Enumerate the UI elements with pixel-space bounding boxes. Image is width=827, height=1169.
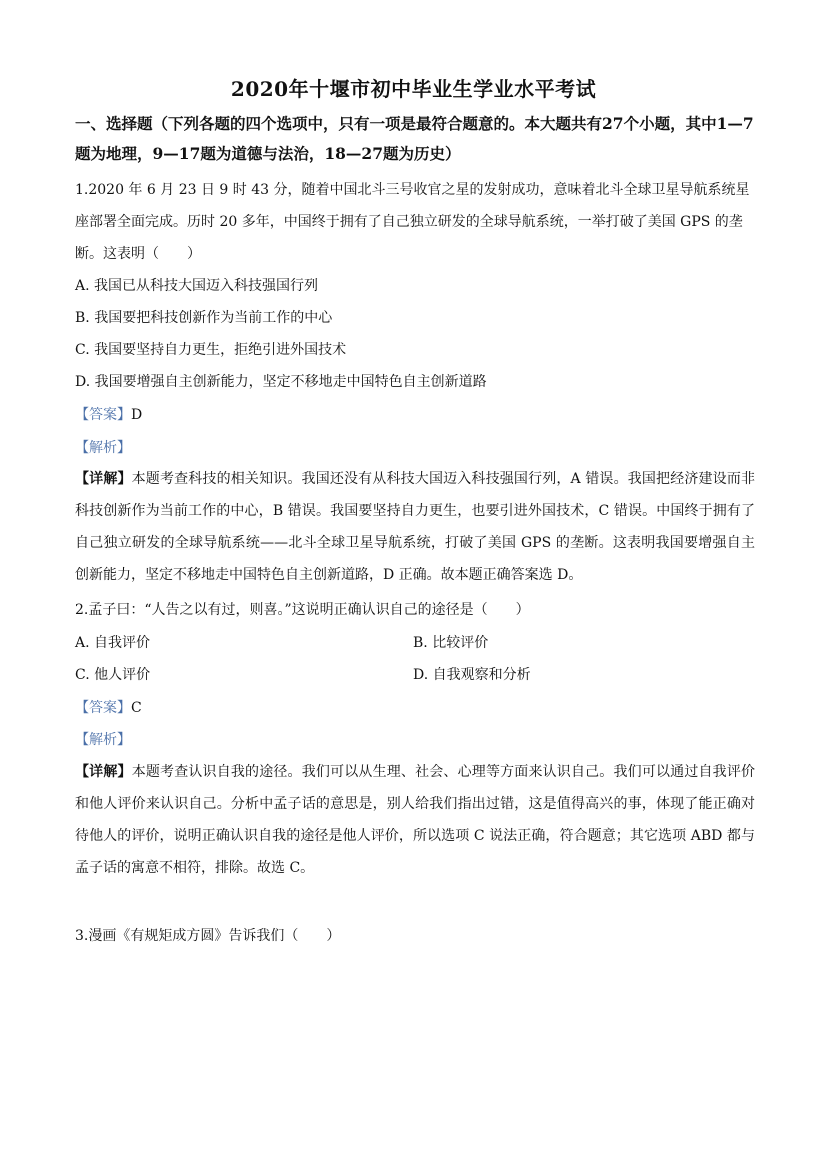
q1-stem-line-2: 座部署全面完成。历时 20 多年，中国终于拥有了自己独立研发的全球导航系统，一举打破了美国 GPS 的垄	[75, 214, 743, 230]
q2-stem: 2.孟子曰：“人告之以有过，则喜。”这说明正确认识自己的途径是（ ）	[75, 602, 530, 618]
q2-option-d: D. 自我观察和分析	[413, 667, 531, 683]
q1-option-c: C. 我国要坚持自力更生，拒绝引进外国技术	[75, 342, 347, 358]
q1-stem-line-1: 1.2020 年 6 月 23 日 9 时 43 分，随着中国北斗三号收官之星的发射成功，意味着北斗全球卫星导航系统星	[75, 182, 750, 198]
q2-detail	[75, 756, 755, 884]
page-title: 2020年十堰市初中毕业生学业水平考试	[230, 77, 597, 101]
q1-analysis-label: 【解析】	[75, 440, 131, 456]
q2-answer	[75, 698, 142, 718]
q1-detail	[75, 463, 755, 591]
answer-value: D	[131, 407, 143, 423]
q2-option-c: C. 他人评价	[75, 667, 151, 683]
q1-option-d: D. 我国要增强自主创新能力，坚定不移地走中国特色自主创新道路	[75, 374, 487, 390]
answer-label: 【答案】	[75, 407, 131, 423]
q1-option-b: B. 我国要把科技创新作为当前工作的中心	[75, 310, 333, 326]
q1-stem-line-3: 断。这表明（ ）	[75, 246, 201, 262]
q2-analysis-label: 【解析】	[75, 732, 131, 748]
q1-answer	[75, 405, 142, 425]
answer-value: C	[131, 700, 142, 716]
answer-label: 【答案】	[75, 700, 131, 716]
detail-text: 本题考查科技的相关知识。我国还没有从科技大国迈入科技强国行列，A 错误。我国把经济建设而非科技创新作为当前工作的中心，B 错误。我国要坚持自力更生，也要引进外国技术，C 错误。中国终于拥有了自己独立研发的全球导航系统——北斗全球卫星导航系统，打破了美国 GPS 的垄断。这表明我国要增强自主创新能力，坚定不移地走中国特色自主创新道路，D 正确。故本题正确答案选 D。	[75, 471, 756, 583]
section-heading: 一、选择题（下列各题的四个选项中，只有一项是最符合题意的。本大题共有27个小题，其中1—7题为地理，9—17题为道德与法治，18—27题为历史）	[75, 114, 754, 163]
detail-text: 本题考查认识自我的途径。我们可以从生理、社会、心理等方面来认识自己。我们可以通过自我评价和他人评价来认识自己。分析中孟子话的意思是，别人给我们指出过错，这是值得高兴的事，体现了能正确对待他人的评价，说明正确认识自我的途径是他人评价，所以选项 C 说法正确，符合题意；其它选项 ABD 都与孟子话的寓意不相符，排除。故选 C。	[75, 764, 756, 876]
q2-option-a: A. 自我评价	[75, 635, 151, 651]
q2-option-b: B. 比较评价	[413, 635, 489, 651]
detail-label: 【详解】	[75, 764, 132, 780]
detail-label: 【详解】	[75, 471, 132, 487]
q1-option-a: A. 我国已从科技大国迈入科技强国行列	[75, 278, 319, 294]
q3-stem: 3.漫画《有规矩成方圆》告诉我们（ ）	[75, 928, 341, 944]
